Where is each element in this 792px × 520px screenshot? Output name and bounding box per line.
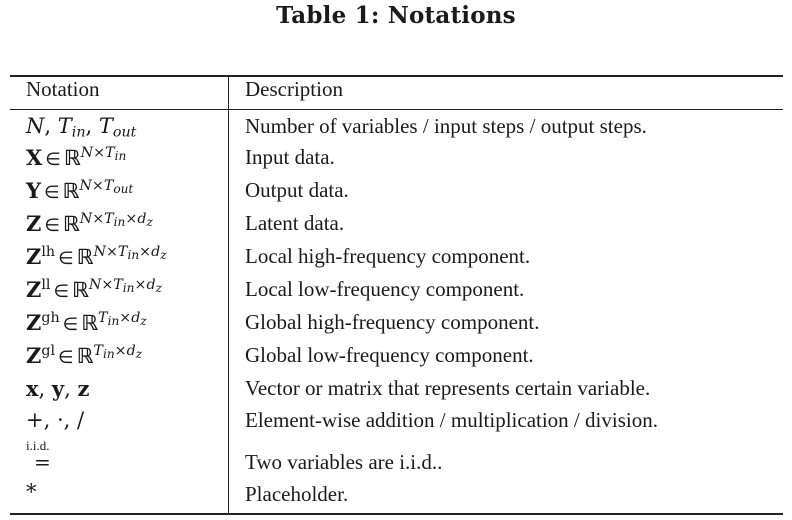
notation-cell: i.i.d. = [26,438,51,474]
notation-cell: x, y, z [26,376,90,401]
description-cell: Placeholder. [245,482,349,506]
table-bottom-rule [10,513,783,515]
description-cell: Local low-frequency component. [245,277,525,301]
header-notation: Notation [26,77,100,101]
description-cell: Local high-frequency component. [245,244,531,268]
description-cell: Element-wise addition / multiplication / division. [245,408,658,432]
notation-cell: * [26,480,37,504]
notation-cell: Y ∈ ℝ$^{N\times T_{out}}$ [26,178,134,203]
description-cell: Vector or matrix that represents certain variable. [245,376,651,400]
notation-cell: +, ·, / [26,408,85,432]
notation-cell: $Z^{lh}$ ∈ ℝ$^{N\times T_{in}\times d_z}$ [26,244,167,269]
description-cell: Latent data. [245,211,345,235]
description-cell: Input data. [245,145,335,169]
notation-cell: N, $T_{in}$, $T_{out}$ [26,114,137,141]
table-header-rule [10,109,783,110]
table-column-divider [228,75,229,515]
description-cell: Global high-frequency component. [245,310,540,334]
table-top-rule [10,75,783,77]
notation-cell: $Z^{gh}$ ∈ ℝ$^{T_{in}\times d_z}$ [26,310,147,335]
notation-cell: $Z^{ll}$ ∈ ℝ$^{N\times T_{in}\times d_z}$ [26,277,162,302]
description-cell: Number of variables / input steps / output steps. [245,114,647,138]
header-description: Description [245,77,343,101]
notation-cell: $Z^{gl}$ ∈ ℝ$^{T_{in}\times d_z}$ [26,343,143,368]
description-cell: Global low-frequency component. [245,343,534,367]
table-caption: Table 1: Notations [276,2,516,29]
description-cell: Two variables are i.i.d.. [245,450,443,474]
notation-cell: X ∈ ℝ$^{N\times T_{in}}$ [26,145,127,170]
notation-cell: Z ∈ ℝ$^{N\times T_{in}\times d_z}$ [26,211,153,236]
description-cell: Output data. [245,178,349,202]
